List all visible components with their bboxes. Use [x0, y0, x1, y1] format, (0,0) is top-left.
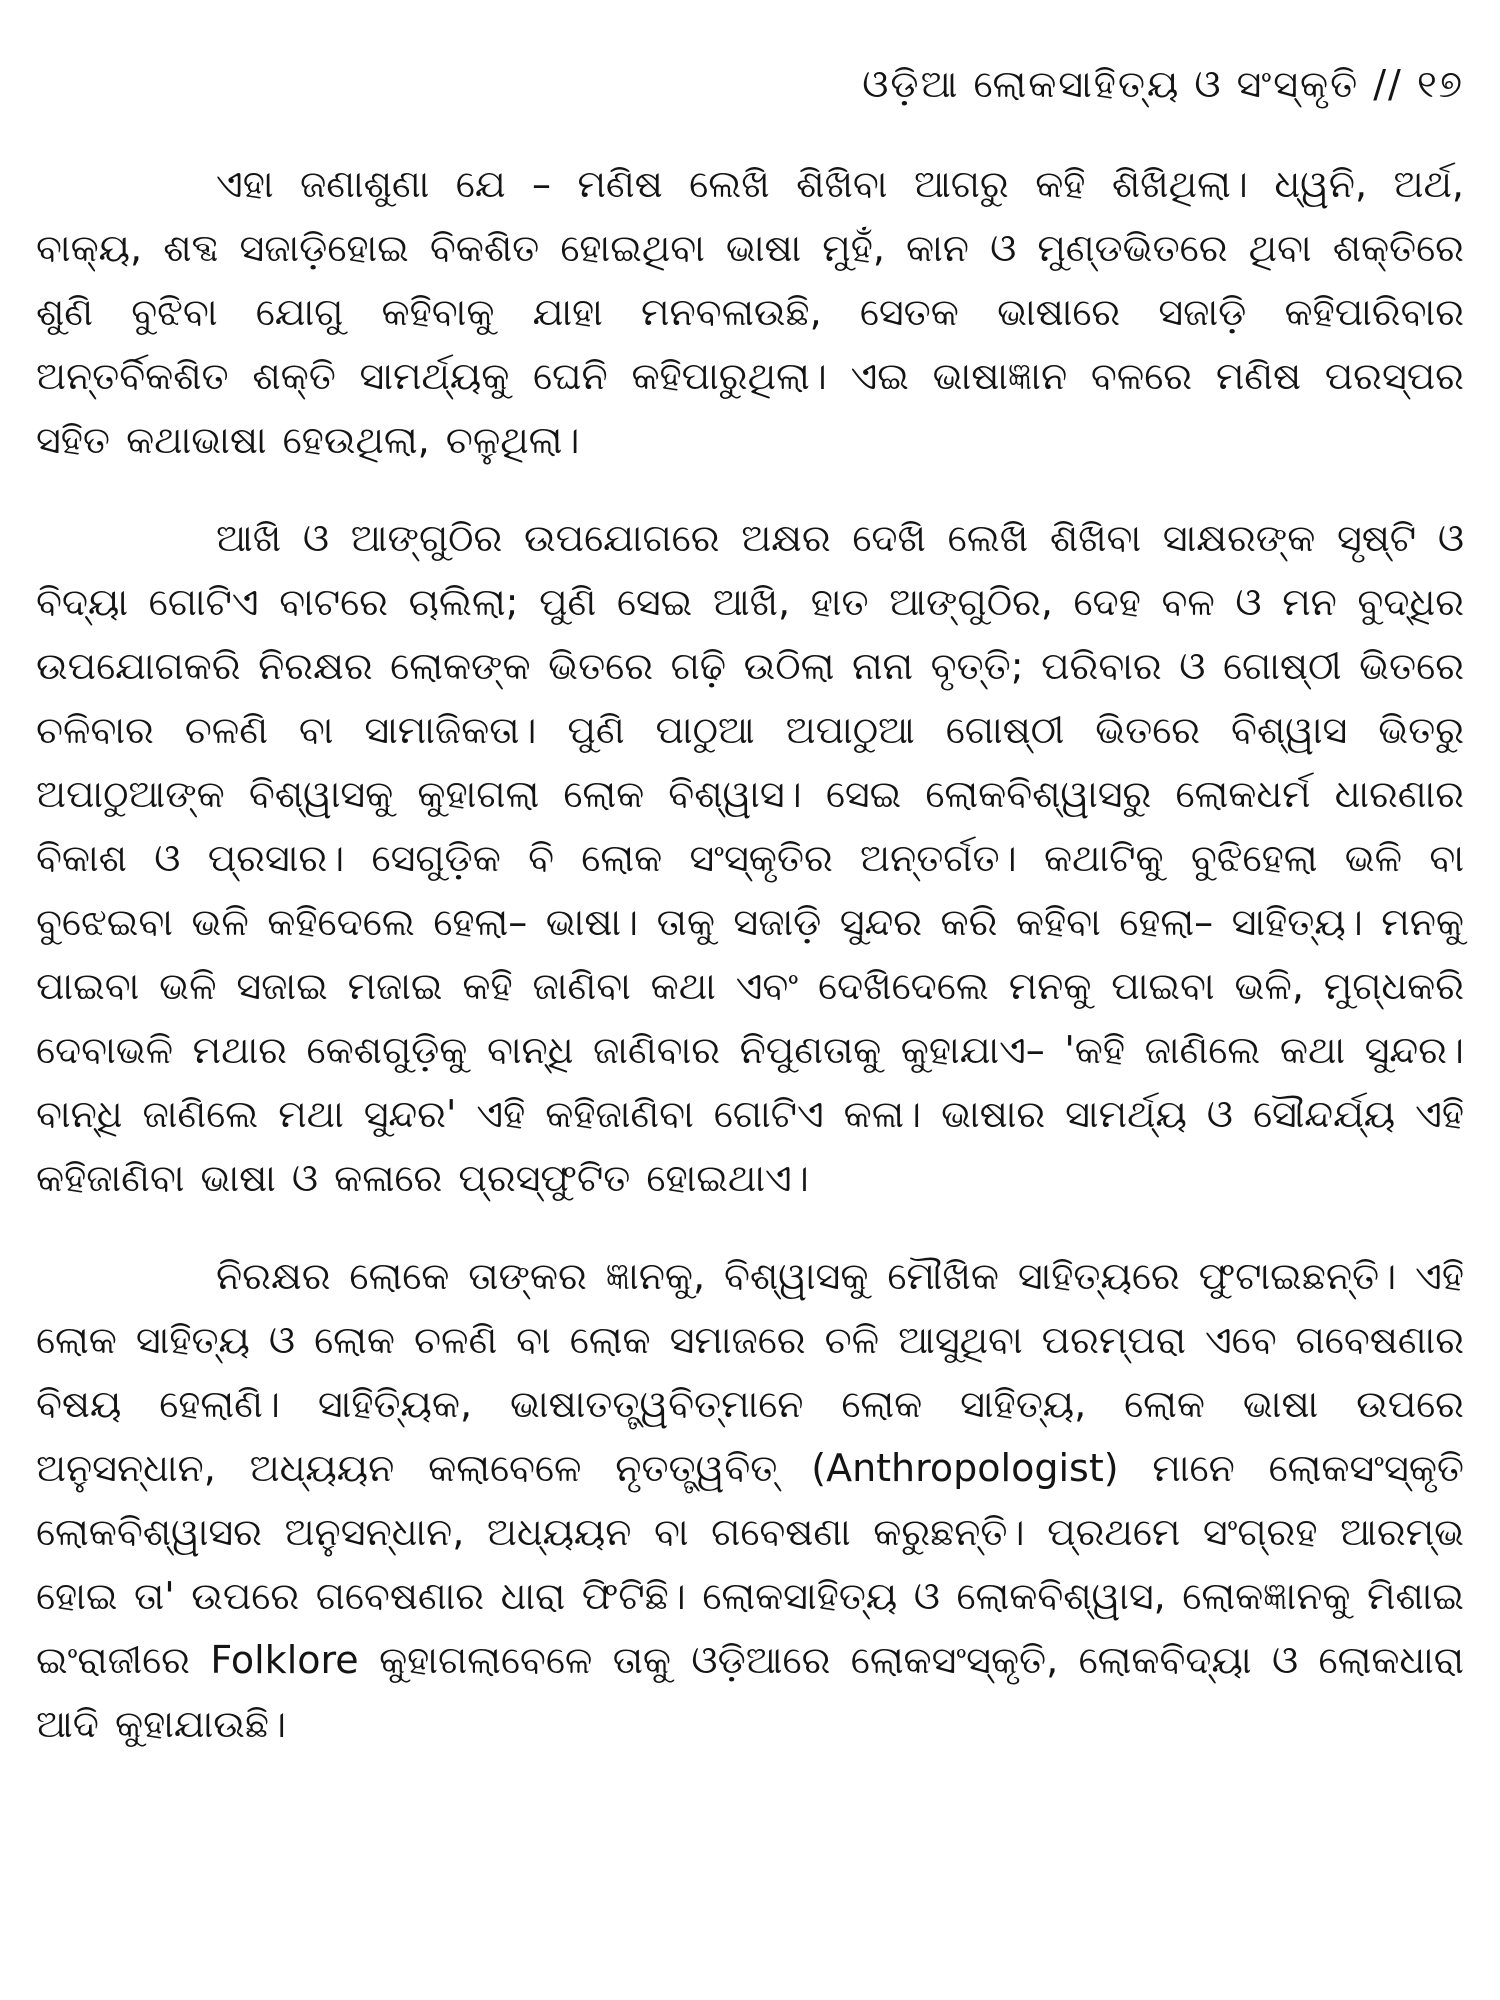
paragraph-3 [36, 1244, 1464, 1756]
paragraph-2 [36, 506, 1464, 1210]
paragraph-1 [36, 152, 1464, 472]
running-header: ଓଡ଼ିଆ ଲୋକସାହିତ୍ୟ ଓ ସଂସ୍କୃତି // ୧୭ [862, 62, 1464, 106]
paragraph-3-text: ନିରକ୍ଷର ଲୋକେ ତାଙ୍କର ଜ୍ଞାନକୁ, ବିଶ୍ୱାସକୁ ମୌଖିକ ସାହିତ୍ୟରେ ଫୁଟାଇଛନ୍ତି। ଏହି ଲୋକ ସାହିତ୍ୟ ଓ ଲୋକ ଚଳଣି ବା ଲୋକ ସମାଜରେ ଚଳି ଆସୁଥିବା ପରମ୍ପରା ଏବେ ଗବେଷଣାର ବିଷୟ ହେଲାଣି। ସାହିତ୍ୟିକ, ଭାଷାତତ୍ତ୍ୱବିତ୍‌ମାନେ ଲୋକ ସାହିତ୍ୟ, ଲୋକ ଭାଷା ଉପରେ ଅନୁସନ୍ଧାନ, ଅଧ୍ୟୟନ କଲାବେଳେ ନୃତତ୍ତ୍ୱବିତ୍ (Anthropologist) ମାନେ ଲୋକସଂସ୍କୃତି ଲୋକବିଶ୍ୱାସର ଅନୁସନ୍ଧାନ, ଅଧ୍ୟୟନ ବା ଗବେଷଣା କରୁଛନ୍ତି। ପ୍ରଥମେ ସଂଗ୍ରହ ଆରମ୍ଭ ହୋଇ ତା' ଉପରେ ଗବେଷଣାର ଧାରା ଫିଟିଛି। ଲୋକସାହିତ୍ୟ ଓ ଲୋକବିଶ୍ୱାସ, ଲୋକଜ୍ଞାନକୁ ମିଶାଇ ଇଂରାଜୀରେ Folklore କୁହାଗଲାବେଳେ ତାକୁ ଓଡ଼ିଆରେ ଲୋକସଂସ୍କୃତି, ଲୋକବିଦ୍ୟା ଓ ଲୋକଧାରା ଆଦି କୁହାଯାଉଛି। [36, 1254, 1464, 1746]
body-text [36, 152, 1464, 1790]
paragraph-2-text: ଆଖି ଓ ଆଙ୍ଗୁଠିର ଉପଯୋଗରେ ଅକ୍ଷର ଦେଖି ଲେଖି ଶିଖିବା ସାକ୍ଷରଙ୍କ ସୃଷ୍ଟି ଓ ବିଦ୍ୟା ଗୋଟିଏ ବାଟରେ ଚାଲିଲା; ପୁଣି ସେଇ ଆଖି, ହାତ ଆଙ୍ଗୁଠିର, ଦେହ ବଳ ଓ ମନ ବୁଦ୍ଧିର ଉପଯୋଗକରି ନିରକ୍ଷର ଲୋକଙ୍କ ଭିତରେ ଗଢ଼ି ଉଠିଲା ନାନା ବୃତ୍ତି; ପରିବାର ଓ ଗୋଷ୍ଠୀ ଭିତରେ ଚଳିବାର ଚଳଣି ବା ସାମାଜିକତା। ପୁଣି ପାଠୁଆ ଅପାଠୁଆ ଗୋଷ୍ଠୀ ଭିତରେ ବିଶ୍ୱାସ ଭିତରୁ ଅପାଠୁଆଙ୍କ ବିଶ୍ୱାସକୁ କୁହାଗଲା ଲୋକ ବିଶ୍ୱାସ। ସେଇ ଲୋକବିଶ୍ୱାସରୁ ଲୋକଧର୍ମ ଧାରଣାର ବିକାଶ ଓ ପ୍ରସାର। ସେଗୁଡ଼ିକ ବି ଲୋକ ସଂସ୍କୃତିର ଅନ୍ତର୍ଗତ। କଥାଟିକୁ ବୁଝିହେଲା ଭଳି ବା ବୁଝେଇବା ଭଳି କହିଦେଲେ ହେଲା– ଭାଷା। ତାକୁ ସଜାଡ଼ି ସୁନ୍ଦର କରି କହିବା ହେଲା– ସାହିତ୍ୟ। ମନକୁ ପାଇବା ଭଳି ସଜାଇ ମଜାଇ କହି ଜାଣିବା କଥା ଏବଂ ଦେଖିଦେଲେ ମନକୁ ପାଇବା ଭଳି, ମୁଗ୍ଧକରି ଦେବାଭଳି ମଥାର କେଶଗୁଡ଼ିକୁ ବାନ୍ଧି ଜାଣିବାର ନିପୁଣତାକୁ କୁହାଯାଏ– 'କହି ଜାଣିଲେ କଥା ସୁନ୍ଦର। ବାନ୍ଧି ଜାଣିଲେ ମଥା ସୁନ୍ଦର' ଏହି କହିଜାଣିବା ଗୋଟିଏ କଳା। ଭାଷାର ସାମର୍ଥ୍ୟ ଓ ସୌନ୍ଦର୍ଯ୍ୟ ଏହି କହିଜାଣିବା ଭାଷା ଓ କଳାରେ ପ୍ରସ୍ଫୁଟିତ ହୋଇଥାଏ। [36, 516, 1464, 1200]
paragraph-1-text: ଏହା ଜଣାଶୁଣା ଯେ – ମଣିଷ ଲେଖି ଶିଖିବା ଆଗରୁ କହି ଶିଖିଥିଲା। ଧ୍ୱନି, ଅର୍ଥ, ବାକ୍ୟ, ଶବ୍ଦ ସଜାଡ଼ିହୋଇ ବିକଶିତ ହୋଇଥିବା ଭାଷା ମୁହଁ, କାନ ଓ ମୁଣ୍ଡଭିତରେ ଥିବା ଶକ୍ତିରେ ଶୁଣି ବୁଝିବା ଯୋଗୁ କହିବାକୁ ଯାହା ମନବଳାଉଛି, ସେତକ ଭାଷାରେ ସଜାଡ଼ି କହିପାରିବାର ଅନ୍ତର୍ବିକଶିତ ଶକ୍ତି ସାମର୍ଥ୍ୟକୁ ଘେନି କହିପାରୁଥିଲା। ଏଇ ଭାଷାଜ୍ଞାନ ବଳରେ ମଣିଷ ପରସ୍ପର ସହିତ କଥାଭାଷା ହେଉଥିଲା, ଚଳୁଥିଲା। [36, 162, 1464, 462]
